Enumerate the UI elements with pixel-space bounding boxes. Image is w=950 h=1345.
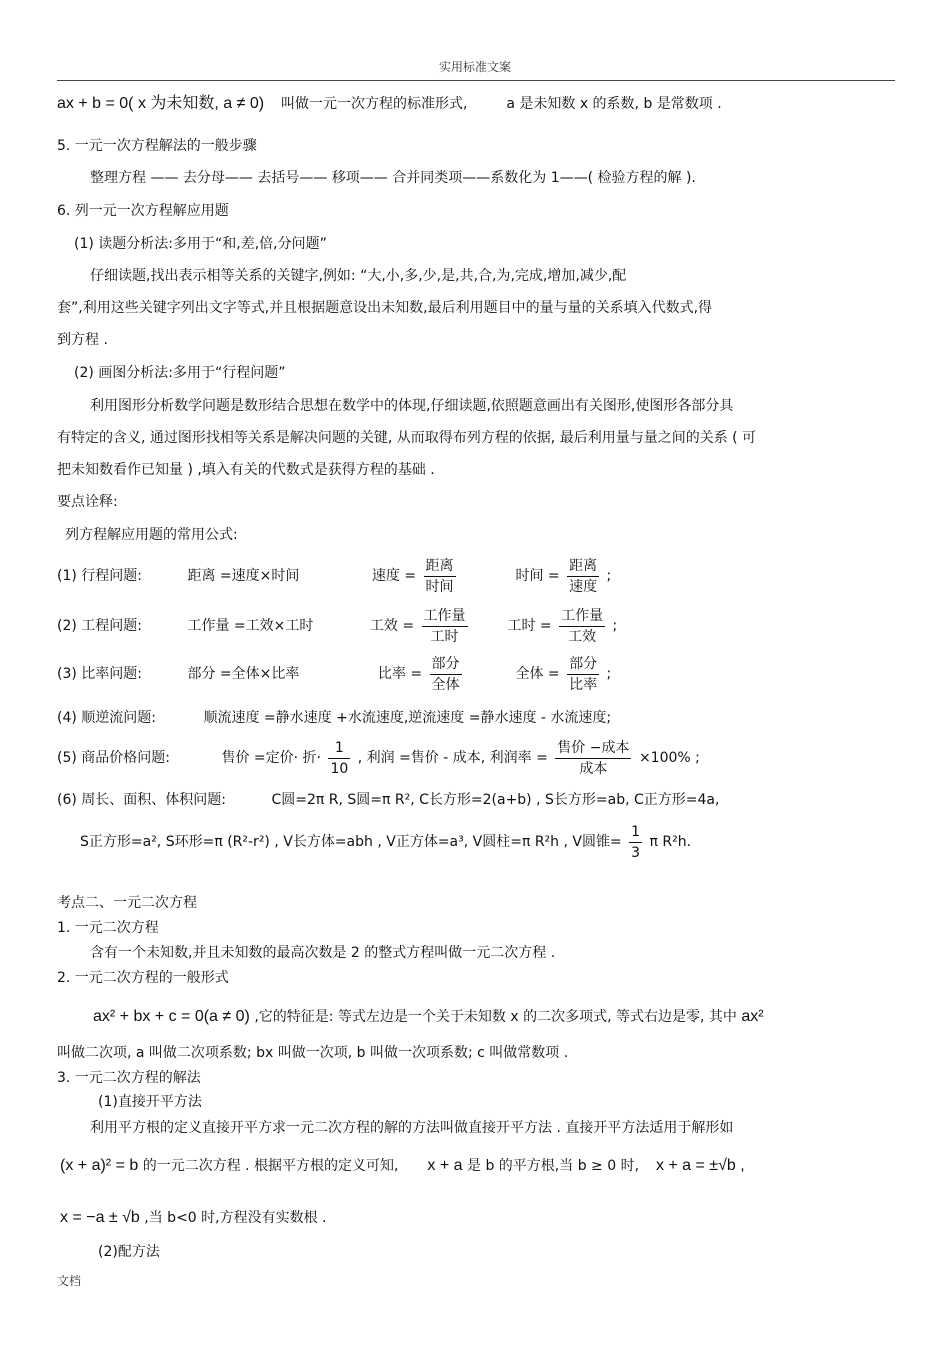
formula-main: 部分 =全体×比率 (187, 666, 300, 682)
quadratic-def-text: 含有一个未知数,并且未知数的最高次数是 2 的整式方程叫做一元二次方程 . (90, 945, 556, 961)
drawing-method-text-1: 利用图形分析数学问题是数形结合思想在数学中的体现,仔细读题,依照题意画出有关图形,使图形各部分具 (90, 398, 734, 414)
negative-b-line: x = −a ± √b ,当 b<0 时,方程没有实数根 . (60, 1209, 327, 1226)
quadratic-def-title: 1. 一元二次方程 (57, 920, 159, 936)
formula-b-prefix: 比率 = (377, 666, 423, 682)
profit-formula-text: , 利润 =售价 - 成本, 利润率 = (357, 750, 548, 766)
drawing-method-text-2: 有特定的含义, 通过图形找相等关系是解决问题的关键, 从而取得布列方程的依据, 最后利用量与量之间的关系 ( 可 (57, 430, 757, 446)
fraction: $\frac{1}{3}$ (631, 823, 641, 861)
linear-equation-formula: ax + b = 0( x 为未知数, a ≠ 0) (57, 95, 265, 112)
quadratic-term-formula: ax² (741, 1008, 764, 1025)
reading-method-text-2: 套”,利用这些关键字列出文字等式,并且根据题意设出未知数,最后利用题目中的量与量的关系填入代数式,得 (57, 300, 713, 316)
formula-row-flow (57, 708, 611, 728)
formula-b-prefix: 工效 = (369, 618, 415, 634)
topic-2-title: 考点二、一元二次方程 (57, 895, 197, 911)
common-formulas-title: 列方程解应用题的常用公式: (65, 527, 238, 543)
direct-root-text: 利用平方根的定义直接开平方求一元二次方程的解的方法叫做直接开平方法 . 直接开平方法适用于解形如 (90, 1120, 734, 1136)
formula-label: (4) 顺逆流问题: (57, 710, 156, 726)
formula-row-geometry (57, 790, 719, 810)
formula-main: 顺流速度 =静水速度 +水流速度,逆流速度 =静水速度 - 水流速度; (203, 710, 612, 726)
formula-main: S正方形=a², S环形=π (R²-r²) , V长方体=abh , V正方体=a³, V圆柱=π R²h , V圆锥= (80, 834, 622, 850)
formula-main: 售价 =定价· 折· (221, 750, 321, 766)
formula-c-prefix: 全体 = (515, 666, 560, 682)
section-5-title: 5. 一元一次方程解法的一般步骤 (57, 138, 257, 154)
x-plus-a-formula: x + a (427, 1157, 463, 1174)
formula-main: 工作量 =工效×工时 (187, 618, 314, 634)
formula-label: (2) 工程问题: (57, 618, 142, 634)
reading-method-text-3: 到方程 . (57, 332, 108, 348)
fraction: $\frac{\text{部分}}{\text{比率}}$ (569, 655, 598, 693)
linear-standard-form-text: 叫做一元一次方程的标准形式, (280, 96, 468, 112)
section-6-title: 6. 列一元一次方程解应用题 (57, 203, 229, 219)
reading-method-title: (1) 读题分析法:多用于“和,差,倍,分问题” (74, 236, 327, 252)
fraction: $\frac{\text{工作量}}{\text{工效}}$ (561, 607, 604, 645)
formula-row-work: (2) 工程问题: 工作量 =工效×工时 工效 = $\frac{\text{工作量}}{\text{工时}}$ 工时 = $\frac{\text{工作量}}{\text{工效}}$ ; (57, 604, 617, 648)
formula-row-ratio: (3) 比率问题: 部分 =全体×比率 比率 = $\frac{\text{部分}}{\text{全体}}$ 全体 = $\frac{\text{部分}}{\text{比率}}$ ; (57, 652, 611, 696)
formula-label: (3) 比率问题: (57, 666, 142, 682)
completing-square-title: (2)配方法 (98, 1244, 160, 1260)
drawing-method-title: (2) 画图分析法:多用于“行程问题” (74, 365, 286, 381)
formula-row-volume: S正方形=a², S环形=π (R²-r²) , V长方体=abh , V正方体=a³, V圆柱=π R²h , V圆锥= $\frac{1}{3}$ π R²h. (80, 823, 692, 861)
direct-root-title: (1)直接开平方法 (98, 1094, 202, 1110)
linear-standard-form-line (57, 94, 722, 114)
formula-main: 距离 =速度×时间 (187, 568, 300, 584)
solving-methods-title: 3. 一元二次方程的解法 (57, 1070, 201, 1086)
formula-label: (6) 周长、面积、体积问题: (57, 792, 226, 808)
square-form-formula: (x + a)² = b (60, 1157, 139, 1174)
fraction: $\frac{\text{距离}}{\text{时间}}$ (425, 557, 454, 595)
fraction: $\frac{1}{10}$ (330, 739, 349, 777)
page-header: 实用标准文案 (438, 60, 511, 74)
formula-c-prefix: 时间 = (515, 568, 560, 584)
fraction: $\frac{\text{部分}}{\text{全体}}$ (431, 655, 460, 693)
general-form-text: ,它的特征是: 等式左边是一个关于未知数 x 的二次多项式, 等式右边是零, 其中 (254, 1009, 737, 1025)
general-form-line (93, 1007, 764, 1027)
formula-row-price: (5) 商品价格问题: 售价 =定价· 折· $\frac{1}{10}$ , 利润 =售价 - 成本, 利润率 = $\frac{\text{售价 −成本}}{\text{成本}}$ ×100% ; (57, 736, 700, 780)
x-solution-formula: x = −a ± √b (60, 1209, 140, 1226)
formula-b-prefix: 速度 = (371, 568, 417, 584)
fraction: $\frac{\text{售价 −成本}}{\text{成本}}$ (557, 739, 630, 777)
fraction: $\frac{\text{距离}}{\text{速度}}$ (569, 557, 598, 595)
solving-steps-text: 整理方程 —— 去分母—— 去括号—— 移项—— 合并同类项——系数化为 1——( 检验方程的解 ). (90, 170, 696, 186)
reading-method-text-1: 仔细读题,找出表示相等关系的关键字,例如: “大,小,多,少,是,共,合,为,完成,增加,减少,配 (90, 268, 627, 284)
linear-coefficient-text: a 是未知数 x 的系数, b 是常数项 . (506, 96, 722, 112)
formula-main: C圆=2π R, S圆=π R², C长方形=2(a+b) , S长方形=ab, C正方形=4a, (271, 792, 720, 808)
header-divider (57, 80, 895, 81)
fraction: $\frac{\text{工作量}}{\text{工时}}$ (423, 607, 466, 645)
terms-description: 叫做二次项, a 叫做二次项系数; bx 叫做一次项, b 叫做一次项系数; c 叫做常数项 . (57, 1045, 569, 1061)
general-form-title: 2. 一元二次方程的一般形式 (57, 970, 229, 986)
formula-row-travel: (1) 行程问题: 距离 =速度×时间 速度 = $\frac{\text{距离}}{\text{时间}}$ 时间 = $\frac{\text{距离}}{\text{速度}}$ ; (57, 554, 611, 598)
formula-c-prefix: 工时 = (507, 618, 552, 634)
formula-label: (1) 行程问题: (57, 568, 142, 584)
general-form-formula: ax² + bx + c = 0(a ≠ 0) (93, 1008, 250, 1025)
root-formula: x + a = ±√b , (655, 1157, 745, 1174)
drawing-method-text-3: 把未知数看作已知量 ) ,填入有关的代数式是获得方程的基础 . (57, 462, 435, 478)
page-footer: 文档 (57, 1274, 82, 1288)
formula-label: (5) 商品价格问题: (57, 750, 170, 766)
direct-root-form-line: (x + a)² = b 的一元二次方程 . 根据平方根的定义可知, x + a 是 b 的平方根,当 b ≥ 0 时, x + a = ±√b , (60, 1157, 745, 1174)
key-points-title: 要点诠释: (57, 494, 118, 510)
